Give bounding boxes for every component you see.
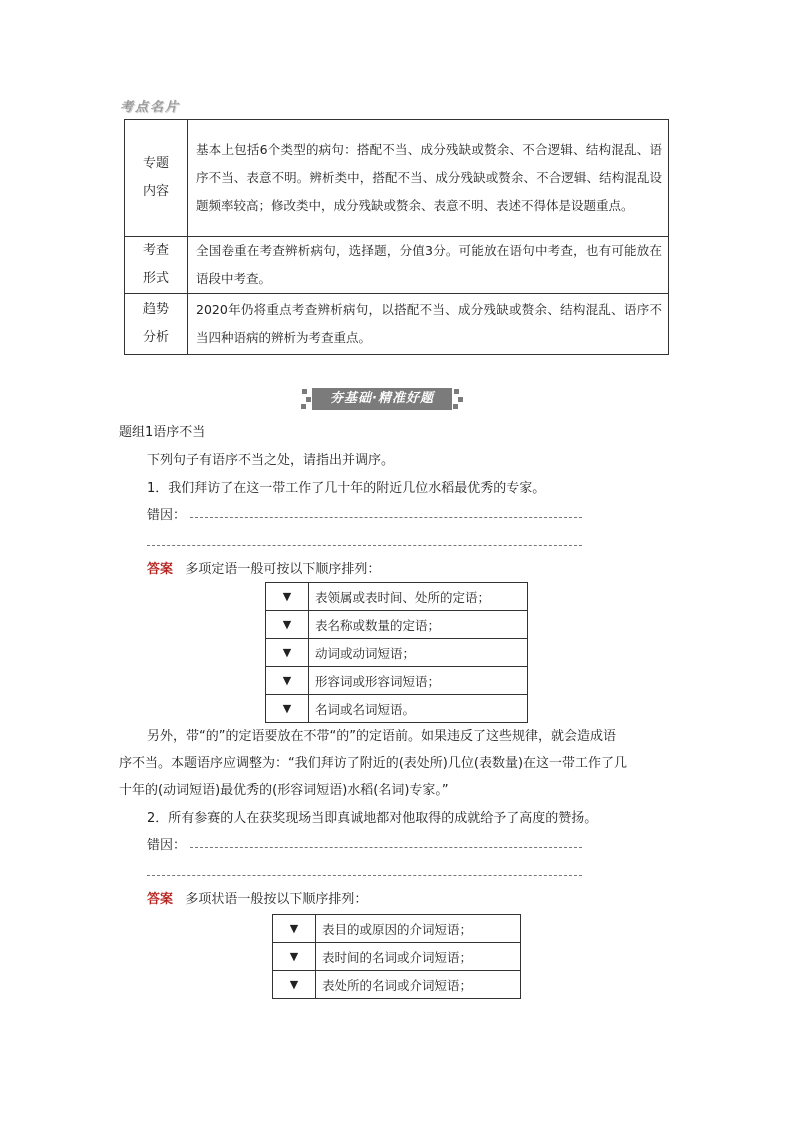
table-row: [125, 294, 669, 355]
triangle-marker-icon: ▼: [273, 971, 316, 999]
row-value: 基本上包括6个类型的病句：搭配不当、成分残缺或赘余、不合逻辑、结构混乱、语序不当、表意不明。辨析类中，搭配不当、成分残缺或赘余、不合逻辑、结构混乱设题频率较高；修改类中，成分残缺或赘余、表意不明、表述不得体是设题重点。: [188, 120, 669, 237]
explanation-line: 十年的(动词短语)最优秀的(形容词短语)水稻(名词)专家。”: [119, 783, 449, 798]
table-row: ▼ 动词或动词短语；: [266, 639, 528, 667]
row-key: 趋势 分析: [125, 294, 188, 355]
table-row: ▼ 表名称或数量的定语；: [266, 611, 528, 639]
answer-1: [147, 558, 380, 577]
group-title: 题组1语序不当: [119, 425, 206, 440]
triangle-marker-icon: ▼: [266, 583, 309, 611]
section-banner: [300, 387, 465, 411]
decor-square: [458, 397, 463, 402]
answer-label: 答案: [147, 562, 174, 577]
table-row: ▼ 表领属或表时间、处所的定语；: [266, 583, 528, 611]
table-row: ▼ 表处所的名词或介词短语；: [273, 971, 521, 999]
error-label: 错因：: [147, 508, 187, 523]
error-label: 错因：: [147, 838, 187, 853]
triangle-marker-icon: ▼: [266, 639, 309, 667]
decor-square: [306, 397, 311, 402]
table-row: [125, 237, 669, 294]
answer-label: 答案: [147, 892, 174, 907]
decor-square: [453, 404, 458, 409]
explanation-line: 另外，带“的”的定语要放在不带“的”的定语前。如果违反了这些规律，就会造成语: [147, 729, 616, 744]
attributive-order-table: [265, 582, 528, 723]
answer-line: [147, 545, 582, 546]
table-row: [125, 120, 669, 237]
decor-square: [454, 389, 459, 394]
instruction: 下列句子有语序不当之处，请指出并调序。: [147, 453, 395, 468]
banner-title: 夯基础·精准好题: [312, 388, 452, 410]
row-key: 专题 内容: [125, 120, 188, 237]
explanation-line: 序不当。本题语序应调整为：“我们拜访了附近的(表处所)几位(表数量)在这一带工作了几: [119, 756, 628, 771]
answer-line: [190, 517, 582, 518]
table-row: ▼ 表时间的名词或介词短语；: [273, 943, 521, 971]
row-value: 全国卷重在考查辨析病句，选择题，分值3分。可能放在语句中考查，也有可能放在语段中考查。: [188, 237, 669, 294]
question-1: 1．我们拜访了在这一带工作了几十年的附近几位水稻最优秀的专家。: [147, 481, 546, 496]
info-table: [124, 119, 669, 355]
triangle-marker-icon: ▼: [266, 611, 309, 639]
decor-square: [301, 404, 306, 409]
row-key: 考查 形式: [125, 237, 188, 294]
row-value: 2020年仍将重点考查辨析病句，以搭配不当、成分残缺或赘余、结构混乱、语序不当四种语病的辨析为考查重点。: [188, 294, 669, 355]
triangle-marker-icon: ▼: [266, 695, 309, 723]
answer-intro: 多项定语一般可按以下顺序排列：: [185, 562, 381, 577]
triangle-marker-icon: ▼: [266, 667, 309, 695]
triangle-marker-icon: ▼: [273, 915, 316, 943]
answer-intro: 多项状语一般按以下顺序排列：: [185, 892, 368, 907]
table-row: ▼ 名词或名词短语。: [266, 695, 528, 723]
triangle-marker-icon: ▼: [273, 943, 316, 971]
answer-line: [190, 847, 582, 848]
table-row: ▼ 形容词或形容词短语；: [266, 667, 528, 695]
table-row: ▼ 表目的或原因的介词短语；: [273, 915, 521, 943]
answer-line: [147, 875, 582, 876]
decor-square: [302, 389, 307, 394]
section-tag: 考点名片: [120, 100, 181, 115]
adverbial-order-table: [272, 914, 521, 999]
question-2: 2．所有参赛的人在获奖现场当即真诚地都对他取得的成就给予了高度的赞扬。: [147, 811, 598, 826]
answer-2: [147, 888, 367, 907]
